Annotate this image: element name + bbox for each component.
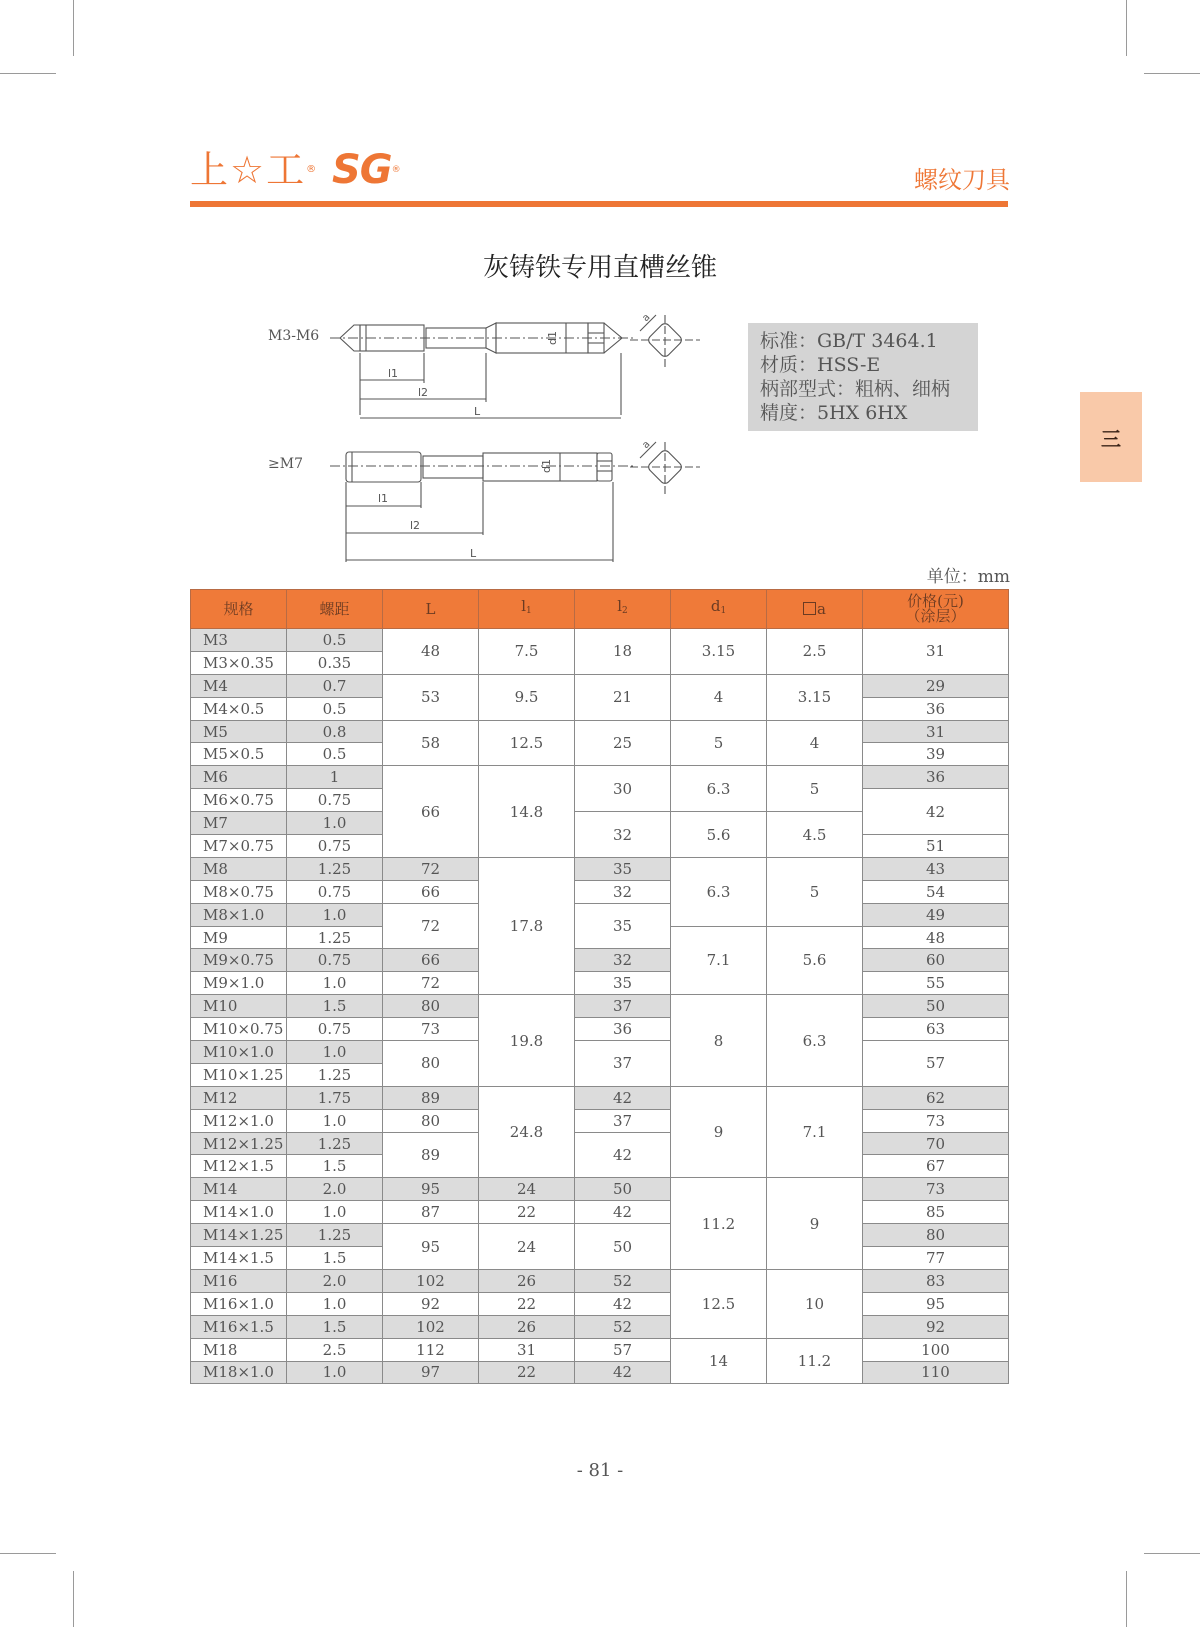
cell-l2: 32 xyxy=(575,949,671,972)
cell-pitch: 0.75 xyxy=(287,880,383,903)
cell-pitch: 1.0 xyxy=(287,1361,383,1384)
cell-price: 29 xyxy=(863,674,1009,697)
col-header-pitch: 螺距 xyxy=(287,590,383,629)
cell-a: 2.5 xyxy=(767,629,863,675)
unit-label: 单位：mm xyxy=(926,567,1010,587)
cell-spec: M18 xyxy=(191,1338,287,1361)
dim-l2: l2 xyxy=(418,386,429,399)
cell-pitch: 1.25 xyxy=(287,1132,383,1155)
cell-a: 6.3 xyxy=(767,995,863,1087)
table-row xyxy=(191,972,1009,995)
cell-l1: 31 xyxy=(479,1338,575,1361)
crop-mark xyxy=(1126,0,1127,56)
cell-spec: M7×0.75 xyxy=(191,835,287,858)
cell-price: 42 xyxy=(863,789,1009,835)
dim-l1: l1 xyxy=(388,367,399,380)
cell-pitch: 1.5 xyxy=(287,1155,383,1178)
cell-spec: M7 xyxy=(191,812,287,835)
spec-material: 材质：HSS-E xyxy=(760,354,881,376)
dim-d1: d1 xyxy=(540,459,553,473)
table-row xyxy=(191,1041,1009,1064)
cell-price: 100 xyxy=(863,1338,1009,1361)
cell-l2: 35 xyxy=(575,972,671,995)
cell-price: 63 xyxy=(863,1018,1009,1041)
cell-spec: M10 xyxy=(191,995,287,1018)
logo-text: 上☆工 xyxy=(190,148,307,192)
cell-pitch: 0.75 xyxy=(287,1018,383,1041)
cell-pitch: 1.0 xyxy=(287,1109,383,1132)
col-header-spec: 规格 xyxy=(191,590,287,629)
cell-price: 36 xyxy=(863,766,1009,789)
cell-pitch: 1.0 xyxy=(287,812,383,835)
cell-spec: M6×0.75 xyxy=(191,789,287,812)
col-header-d1: $d_1$ xyxy=(671,590,767,629)
table-row xyxy=(191,949,1009,972)
cell-spec: M10×1.0 xyxy=(191,1041,287,1064)
spec-precision: 精度：5HX 6HX xyxy=(760,402,908,424)
cell-d1: 6.3 xyxy=(671,766,767,812)
cell-l2: 42 xyxy=(575,1086,671,1109)
cell-l1: 9.5 xyxy=(479,674,575,720)
cell-l2: 42 xyxy=(575,1361,671,1384)
cell-L: 97 xyxy=(383,1361,479,1384)
cell-l1: 24 xyxy=(479,1178,575,1201)
cell-price: 92 xyxy=(863,1315,1009,1338)
cell-d1: 5 xyxy=(671,720,767,766)
cell-price: 110 xyxy=(863,1361,1009,1384)
cell-a: 7.1 xyxy=(767,1086,863,1178)
square-icon xyxy=(803,602,816,615)
cell-L: 112 xyxy=(383,1338,479,1361)
cell-L: 80 xyxy=(383,1109,479,1132)
col-header-square: a xyxy=(767,590,863,629)
cell-price: 43 xyxy=(863,857,1009,880)
cell-pitch: 1.5 xyxy=(287,995,383,1018)
cell-spec: M14×1.25 xyxy=(191,1224,287,1247)
table-row xyxy=(191,1292,1009,1315)
col-header-l1: $l_1$ xyxy=(479,590,575,629)
cell-pitch: 1.25 xyxy=(287,857,383,880)
cell-pitch: 1.0 xyxy=(287,1041,383,1064)
cell-l2: 35 xyxy=(575,903,671,949)
cell-price: 80 xyxy=(863,1224,1009,1247)
cell-pitch: 1.0 xyxy=(287,903,383,926)
cell-price: 95 xyxy=(863,1292,1009,1315)
cell-L: 66 xyxy=(383,766,479,858)
cell-l2: 50 xyxy=(575,1224,671,1270)
dim-l2: l2 xyxy=(410,519,421,532)
cell-L: 89 xyxy=(383,1086,479,1109)
cell-l2: 52 xyxy=(575,1269,671,1292)
cell-l2: 42 xyxy=(575,1292,671,1315)
cell-spec: M8 xyxy=(191,857,287,880)
cell-spec: M12×1.0 xyxy=(191,1109,287,1132)
cell-l2: 32 xyxy=(575,880,671,903)
cell-d1: 12.5 xyxy=(671,1269,767,1338)
dim-L: L xyxy=(470,547,477,560)
dim-L: L xyxy=(474,405,481,418)
cell-price: 85 xyxy=(863,1201,1009,1224)
col-header-price: 价格(元) （涂层） xyxy=(863,590,1009,629)
table-row xyxy=(191,1224,1009,1247)
cell-L: 72 xyxy=(383,903,479,949)
cell-pitch: 0.5 xyxy=(287,697,383,720)
table-row xyxy=(191,903,1009,926)
square-end-view-2 xyxy=(630,432,700,502)
cell-spec: M14×1.5 xyxy=(191,1247,287,1270)
cell-spec: M5 xyxy=(191,720,287,743)
crop-mark xyxy=(73,1571,74,1627)
cell-price: 49 xyxy=(863,903,1009,926)
cell-L: 95 xyxy=(383,1224,479,1270)
cell-spec: M10×0.75 xyxy=(191,1018,287,1041)
cell-d1: 5.6 xyxy=(671,812,767,858)
cell-L: 89 xyxy=(383,1132,479,1178)
cell-L: 53 xyxy=(383,674,479,720)
cell-pitch: 1.0 xyxy=(287,972,383,995)
cell-pitch: 2.0 xyxy=(287,1178,383,1201)
cell-price: 62 xyxy=(863,1086,1009,1109)
logo-brand-text: SG xyxy=(332,147,392,193)
cell-a: 4 xyxy=(767,720,863,766)
dim-d1: d1 xyxy=(546,331,559,345)
table-row xyxy=(191,1178,1009,1201)
table-row xyxy=(191,1109,1009,1132)
cell-l1: 22 xyxy=(479,1201,575,1224)
cell-pitch: 1.75 xyxy=(287,1086,383,1109)
cell-l2: 37 xyxy=(575,995,671,1018)
cell-spec: M9 xyxy=(191,926,287,949)
table-row xyxy=(191,1361,1009,1384)
cell-spec: M3 xyxy=(191,629,287,652)
cell-spec: M16×1.0 xyxy=(191,1292,287,1315)
cell-price: 50 xyxy=(863,995,1009,1018)
cell-a: 3.15 xyxy=(767,674,863,720)
cell-spec: M18×1.0 xyxy=(191,1361,287,1384)
cell-L: 87 xyxy=(383,1201,479,1224)
cell-pitch: 0.7 xyxy=(287,674,383,697)
cell-L: 73 xyxy=(383,1018,479,1041)
cell-d1: 11.2 xyxy=(671,1178,767,1270)
cell-price: 54 xyxy=(863,880,1009,903)
brand-logo-cn xyxy=(190,150,316,190)
spec-standard: 标准：GB/T 3464.1 xyxy=(760,330,938,352)
cell-spec: M9×0.75 xyxy=(191,949,287,972)
dim-l1: l1 xyxy=(378,492,389,505)
cell-pitch: 2.0 xyxy=(287,1269,383,1292)
table-row xyxy=(191,766,1009,789)
cell-spec: M8×1.0 xyxy=(191,903,287,926)
cell-price: 67 xyxy=(863,1155,1009,1178)
cell-d1: 9 xyxy=(671,1086,767,1178)
cell-spec: M12×1.5 xyxy=(191,1155,287,1178)
cell-L: 92 xyxy=(383,1292,479,1315)
cell-a: 11.2 xyxy=(767,1338,863,1384)
cell-l1: 26 xyxy=(479,1269,575,1292)
cell-l2: 42 xyxy=(575,1201,671,1224)
cell-price: 36 xyxy=(863,697,1009,720)
cell-spec: M5×0.5 xyxy=(191,743,287,766)
cell-price: 73 xyxy=(863,1109,1009,1132)
cell-d1: 6.3 xyxy=(671,857,767,926)
spec-info-box xyxy=(748,323,978,431)
cell-l2: 57 xyxy=(575,1338,671,1361)
crop-mark xyxy=(73,0,74,56)
table-row xyxy=(191,1086,1009,1109)
cell-L: 72 xyxy=(383,972,479,995)
cell-L: 102 xyxy=(383,1269,479,1292)
cell-l2: 37 xyxy=(575,1109,671,1132)
table-row xyxy=(191,674,1009,697)
cell-d1: 8 xyxy=(671,995,767,1087)
page-number: - 81 - xyxy=(576,1460,624,1481)
cell-pitch: 1.25 xyxy=(287,926,383,949)
cell-pitch: 1.25 xyxy=(287,1224,383,1247)
cell-L: 72 xyxy=(383,857,479,880)
cell-pitch: 2.5 xyxy=(287,1338,383,1361)
cell-l2: 30 xyxy=(575,766,671,812)
cell-pitch: 1.25 xyxy=(287,1063,383,1086)
cell-spec: M3×0.35 xyxy=(191,651,287,674)
cell-spec: M6 xyxy=(191,766,287,789)
cell-L: 66 xyxy=(383,949,479,972)
cell-l1: 22 xyxy=(479,1292,575,1315)
cell-l2: 25 xyxy=(575,720,671,766)
cell-d1: 7.1 xyxy=(671,926,767,995)
table-row xyxy=(191,629,1009,652)
drawing-label-m7-plus: ≥M7 xyxy=(268,456,303,472)
cell-spec: M4 xyxy=(191,674,287,697)
cell-d1: 14 xyxy=(671,1338,767,1384)
cell-spec: M9×1.0 xyxy=(191,972,287,995)
cell-l1: 19.8 xyxy=(479,995,575,1087)
chapter-tab[interactable]: 三 xyxy=(1080,392,1142,482)
cell-l1: 26 xyxy=(479,1315,575,1338)
drawing-label-m3-m6: M3-M6 xyxy=(268,328,320,344)
table-row xyxy=(191,720,1009,743)
cell-pitch: 0.5 xyxy=(287,629,383,652)
header-divider xyxy=(190,201,1008,207)
col-header-L: L xyxy=(383,590,479,629)
cell-price: 57 xyxy=(863,1041,1009,1087)
cell-price: 55 xyxy=(863,972,1009,995)
cell-price: 31 xyxy=(863,629,1009,675)
cell-l1: 24.8 xyxy=(479,1086,575,1178)
cell-l2: 18 xyxy=(575,629,671,675)
crop-mark xyxy=(1144,73,1200,74)
cell-pitch: 0.75 xyxy=(287,789,383,812)
crop-mark xyxy=(1126,1571,1127,1627)
dim-a: a xyxy=(640,311,653,324)
cell-pitch: 1.5 xyxy=(287,1315,383,1338)
cell-l1: 24 xyxy=(479,1224,575,1270)
cell-pitch: 0.75 xyxy=(287,949,383,972)
cell-a: 9 xyxy=(767,1178,863,1270)
cell-d1: 3.15 xyxy=(671,629,767,675)
cell-price: 60 xyxy=(863,949,1009,972)
cell-l2: 36 xyxy=(575,1018,671,1041)
cell-l2: 35 xyxy=(575,857,671,880)
cell-pitch: 1.0 xyxy=(287,1201,383,1224)
cell-l2: 50 xyxy=(575,1178,671,1201)
cell-price: 51 xyxy=(863,835,1009,858)
cell-l1: 17.8 xyxy=(479,857,575,994)
cell-price: 77 xyxy=(863,1247,1009,1270)
cell-L: 80 xyxy=(383,995,479,1018)
cell-L: 58 xyxy=(383,720,479,766)
cell-a: 5.6 xyxy=(767,926,863,995)
cell-pitch: 1.0 xyxy=(287,1292,383,1315)
cell-price: 70 xyxy=(863,1132,1009,1155)
cell-a: 5 xyxy=(767,857,863,926)
crop-mark xyxy=(0,73,56,74)
cell-spec: M16 xyxy=(191,1269,287,1292)
crop-mark xyxy=(1144,1553,1200,1554)
cell-a: 10 xyxy=(767,1269,863,1338)
cell-L: 80 xyxy=(383,1041,479,1087)
registered-mark: ® xyxy=(391,165,400,175)
cell-a: 5 xyxy=(767,766,863,812)
cell-pitch: 0.75 xyxy=(287,835,383,858)
cell-pitch: 1.5 xyxy=(287,1247,383,1270)
table-header-row xyxy=(191,590,1009,629)
cell-pitch: 0.35 xyxy=(287,651,383,674)
table-row xyxy=(191,880,1009,903)
cell-spec: M14 xyxy=(191,1178,287,1201)
table-row xyxy=(191,1269,1009,1292)
table-row xyxy=(191,1201,1009,1224)
brand-logo-sg xyxy=(332,147,400,193)
section-title: 螺纹刀具 xyxy=(914,166,1010,194)
col-header-l2: $l_2$ xyxy=(575,590,671,629)
cell-pitch: 0.5 xyxy=(287,743,383,766)
cell-l1: 7.5 xyxy=(479,629,575,675)
cell-l2: 37 xyxy=(575,1041,671,1087)
cell-price: 83 xyxy=(863,1269,1009,1292)
dim-a: a xyxy=(640,438,653,451)
cell-spec: M12 xyxy=(191,1086,287,1109)
tap-spec-table xyxy=(190,589,1009,1384)
cell-pitch: 1 xyxy=(287,766,383,789)
table-row xyxy=(191,1338,1009,1361)
cell-d1: 4 xyxy=(671,674,767,720)
cell-L: 102 xyxy=(383,1315,479,1338)
table-row xyxy=(191,1315,1009,1338)
cell-spec: M14×1.0 xyxy=(191,1201,287,1224)
cell-l1: 22 xyxy=(479,1361,575,1384)
cell-l2: 32 xyxy=(575,812,671,858)
spec-shank-type: 柄部型式：粗柄、细柄 xyxy=(760,378,951,400)
crop-mark xyxy=(0,1553,56,1554)
table-row xyxy=(191,1018,1009,1041)
table-row xyxy=(191,995,1009,1018)
square-end-view-1 xyxy=(630,305,700,375)
cell-spec: M16×1.5 xyxy=(191,1315,287,1338)
cell-l1: 14.8 xyxy=(479,766,575,858)
cell-l2: 21 xyxy=(575,674,671,720)
registered-mark: ® xyxy=(306,164,317,175)
cell-spec: M4×0.5 xyxy=(191,697,287,720)
cell-L: 66 xyxy=(383,880,479,903)
cell-price: 48 xyxy=(863,926,1009,949)
table-row xyxy=(191,857,1009,880)
cell-l2: 52 xyxy=(575,1315,671,1338)
cell-L: 95 xyxy=(383,1178,479,1201)
cell-L: 48 xyxy=(383,629,479,675)
cell-spec: M12×1.25 xyxy=(191,1132,287,1155)
cell-l1: 12.5 xyxy=(479,720,575,766)
cell-price: 31 xyxy=(863,720,1009,743)
cell-pitch: 0.8 xyxy=(287,720,383,743)
page-title: 灰铸铁专用直槽丝锥 xyxy=(482,253,717,283)
cell-l2: 42 xyxy=(575,1132,671,1178)
cell-spec: M10×1.25 xyxy=(191,1063,287,1086)
cell-spec: M8×0.75 xyxy=(191,880,287,903)
table-row xyxy=(191,1132,1009,1155)
cell-a: 4.5 xyxy=(767,812,863,858)
cell-price: 39 xyxy=(863,743,1009,766)
cell-price: 73 xyxy=(863,1178,1009,1201)
